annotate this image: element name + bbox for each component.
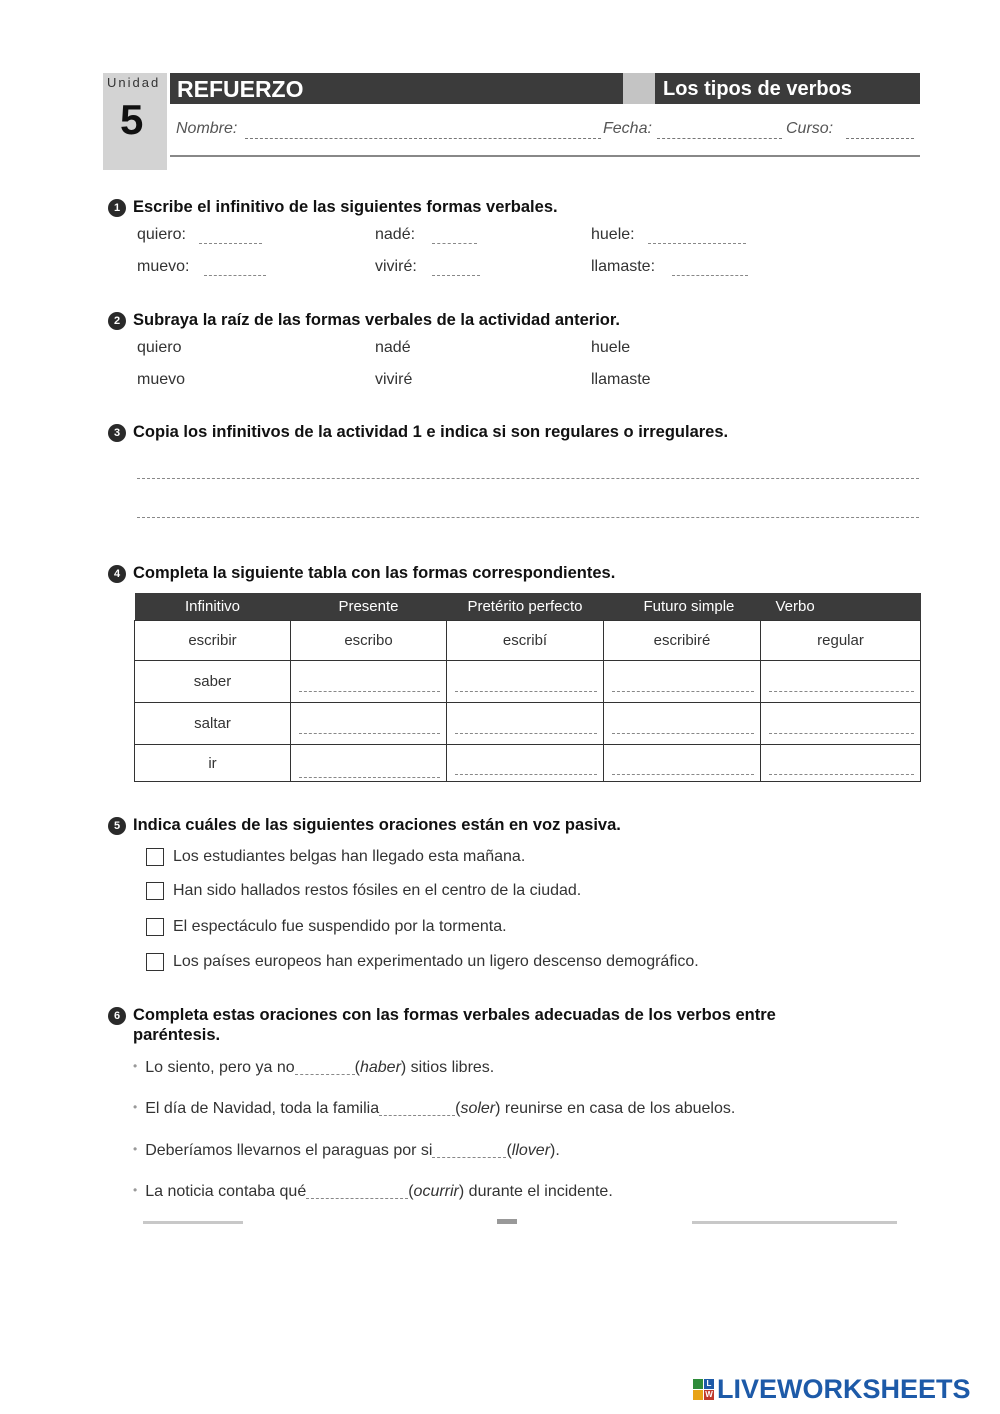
page-topic: Los tipos de verbos (663, 78, 852, 100)
answer-cell[interactable] (761, 745, 921, 782)
item-label: viviré: (375, 258, 417, 275)
column-header: Futuro simple (604, 593, 761, 621)
course-field[interactable] (846, 138, 914, 139)
table-cell: escribir (135, 621, 291, 661)
table-cell: escribo (291, 621, 447, 661)
checkbox[interactable] (146, 848, 164, 866)
unit-label: Unidad (107, 75, 161, 90)
table-cell: regular (761, 621, 921, 661)
table-cell: saber (135, 661, 291, 703)
activity-number: 3 (108, 424, 126, 442)
option-label: Los estudiantes belgas han llegado esta mañana. (173, 848, 526, 865)
answer-cell[interactable] (604, 661, 761, 703)
column-header: Infinitivo (135, 593, 291, 621)
item-label: huele: (591, 226, 635, 243)
footer-fragment (497, 1219, 517, 1224)
answer-cell[interactable] (761, 661, 921, 703)
activity-number: 4 (108, 565, 126, 583)
answer-line[interactable] (137, 478, 919, 479)
answer-blank[interactable] (306, 1184, 408, 1199)
answer-blank[interactable] (432, 1143, 506, 1158)
answer-blank[interactable] (199, 243, 262, 244)
option-row[interactable] (146, 918, 507, 936)
verb-word[interactable]: llamaste (591, 371, 651, 388)
answer-cell[interactable] (604, 745, 761, 782)
brand-name: LIVEWORKSHEETS (717, 1374, 971, 1404)
item-label: nadé: (375, 226, 416, 243)
verb-word[interactable]: muevo (137, 371, 186, 388)
answer-blank[interactable] (672, 275, 748, 276)
answer-cell[interactable] (604, 703, 761, 745)
verb-word[interactable]: quiero (137, 339, 182, 356)
course-label: Curso: (786, 120, 834, 137)
header-rule (170, 155, 920, 157)
activity-number: 2 (108, 312, 126, 330)
answer-blank[interactable] (379, 1101, 455, 1116)
option-row[interactable] (146, 953, 699, 971)
page-title: REFUERZO (177, 76, 304, 102)
table-row (135, 703, 921, 745)
answer-line[interactable] (137, 517, 919, 518)
activity-2-instruction: 2 Subraya la raíz de las formas verbales de la actividad anterior. (108, 311, 620, 330)
checkbox[interactable] (146, 918, 164, 936)
column-header: Pretérito perfecto (447, 593, 604, 621)
verb-table (134, 593, 921, 782)
name-field[interactable] (245, 138, 601, 139)
title-bar-divider (623, 73, 655, 104)
item-label: quiero: (137, 226, 186, 243)
answer-cell[interactable] (291, 745, 447, 782)
column-header: Presente (291, 593, 447, 621)
item-label: muevo: (137, 258, 190, 275)
footer-fragment (143, 1221, 243, 1224)
activity-3-instruction: 3 Copia los infinitivos de la actividad 1 e indica si son regulares o irregulares. (108, 423, 728, 442)
sentence: • Deberíamos llevarnos el paraguas por si (llover). (133, 1142, 560, 1159)
activity-number: 1 (108, 199, 126, 217)
option-label: Los países europeos han experimentado un ligero descenso demográfico. (173, 953, 699, 970)
option-label: Han sido hallados restos fósiles en el centro de la ciudad. (173, 882, 582, 899)
item-label: llamaste: (591, 258, 656, 275)
answer-blank[interactable] (204, 275, 266, 276)
table-cell: escribiré (604, 621, 761, 661)
answer-cell[interactable] (761, 703, 921, 745)
answer-blank[interactable] (648, 243, 746, 244)
verb-word[interactable]: nadé (375, 339, 411, 356)
answer-cell[interactable] (447, 661, 604, 703)
name-label: Nombre: (176, 120, 238, 137)
answer-cell[interactable] (291, 703, 447, 745)
table-cell: saltar (135, 703, 291, 745)
date-label: Fecha: (603, 120, 652, 137)
sentence: • La noticia contaba qué (ocurrir) durante el incidente. (133, 1183, 613, 1200)
answer-blank[interactable] (432, 275, 480, 276)
table-row (135, 621, 921, 661)
answer-cell[interactable] (447, 745, 604, 782)
unit-number: 5 (120, 96, 144, 143)
table-row (135, 745, 921, 782)
sentence: • El día de Navidad, toda la familia (soler) reunirse en casa de los abuelos. (133, 1100, 736, 1117)
activity-number: 5 (108, 817, 126, 835)
table-row (135, 661, 921, 703)
answer-blank[interactable] (295, 1060, 355, 1075)
logo-icon: L W (693, 1379, 714, 1400)
checkbox[interactable] (146, 882, 164, 900)
liveworksheets-logo (693, 1374, 971, 1405)
option-label: El espectáculo fue suspendido por la tormenta. (173, 918, 507, 935)
answer-blank[interactable] (432, 243, 477, 244)
activity-1-instruction: 1 Escribe el infinitivo de las siguientes formas verbales. (108, 198, 558, 217)
activity-number: 6 (108, 1007, 126, 1025)
activity-5-instruction: 5 Indica cuáles de las siguientes oraciones están en voz pasiva. (108, 816, 621, 835)
table-cell: escribí (447, 621, 604, 661)
table-cell: ir (135, 745, 291, 782)
activity-6-instruction: 6 Completa estas oraciones con las formas verbales adecuadas de los verbos entre paréntesis. (108, 1005, 776, 1045)
option-row[interactable] (146, 848, 525, 866)
activity-4-instruction: 4 Completa la siguiente tabla con las formas correspondientes. (108, 564, 615, 583)
footer-fragment (692, 1221, 897, 1224)
verb-word[interactable]: huele (591, 339, 631, 356)
option-row[interactable] (146, 882, 581, 900)
sentence: • Lo siento, pero ya no (haber) sitios libres. (133, 1059, 495, 1076)
column-header: Verbo (761, 593, 921, 621)
table-header-row (135, 593, 921, 621)
verb-word[interactable]: viviré (375, 371, 413, 388)
date-field[interactable] (657, 138, 782, 139)
answer-cell[interactable] (447, 703, 604, 745)
answer-cell[interactable] (291, 661, 447, 703)
checkbox[interactable] (146, 953, 164, 971)
